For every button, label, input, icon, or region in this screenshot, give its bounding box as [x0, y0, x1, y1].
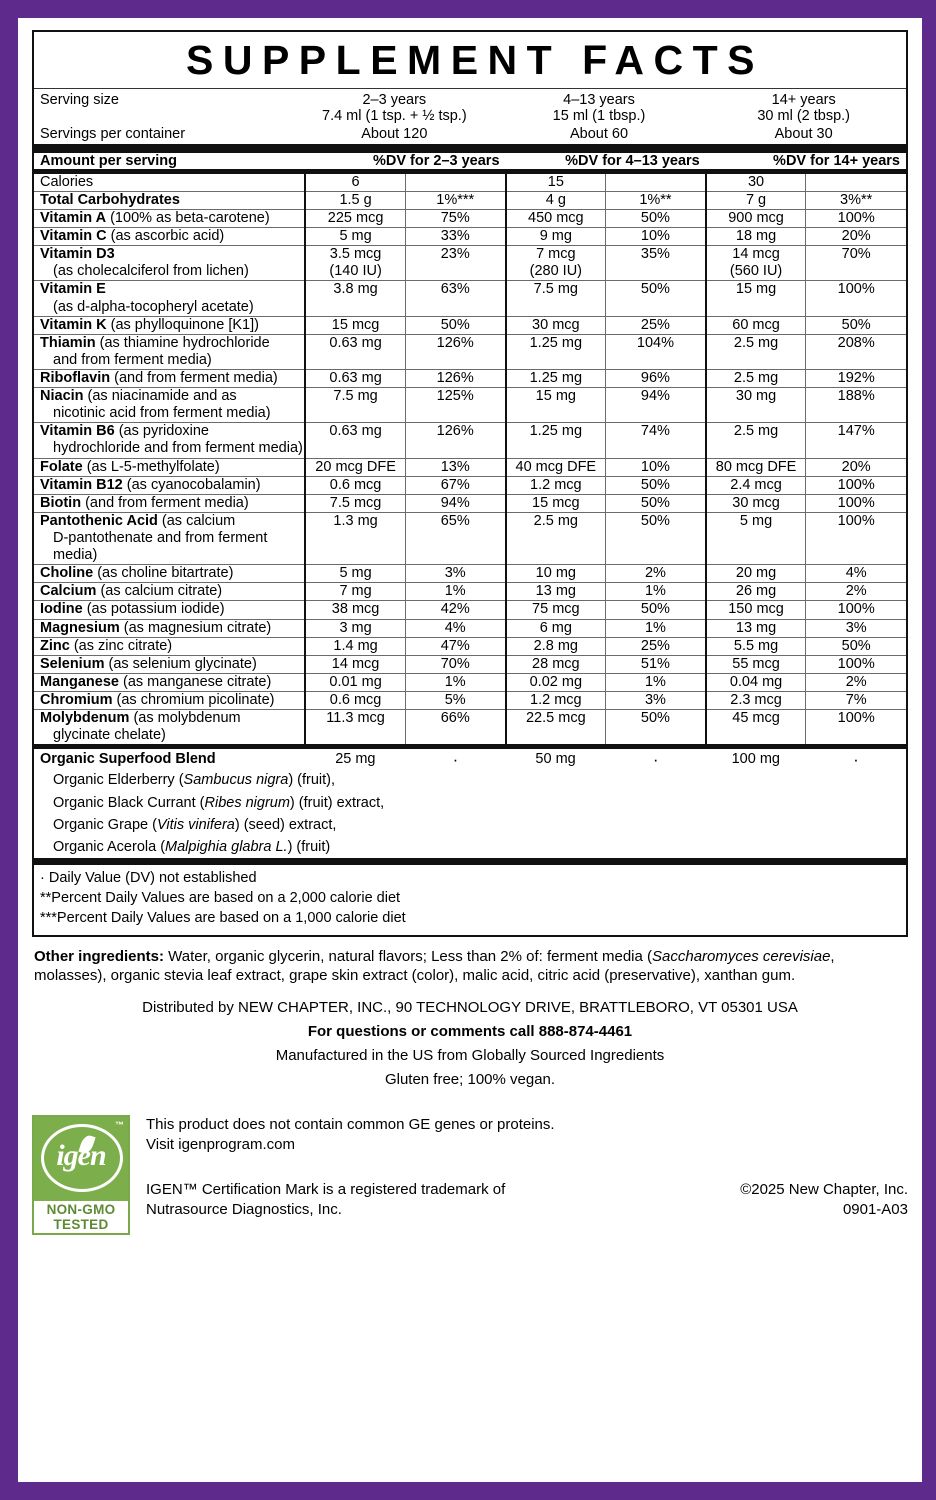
nutrient-name-sub: and from ferment media) [53, 351, 212, 368]
dv-cell-1: 104% [606, 334, 706, 369]
table-row [34, 601, 906, 619]
amount-cell-2: 14 mcg (560 IU) [706, 246, 806, 281]
amount-cell-0: 5 mg [305, 565, 405, 583]
igen-text-block [130, 1115, 908, 1220]
amount-cell-1: 7.5 mg [506, 281, 606, 316]
amount-cell-1: 2.5 mg [506, 512, 606, 564]
serving-col-2 [701, 92, 906, 124]
footnote-1: **Percent Daily Values are based on a 2,000 calorie diet [40, 890, 401, 907]
serving-age-2: 14+ years [771, 91, 836, 108]
nutrient-name: Choline (as choline bitartrate) [34, 565, 305, 583]
serving-age-1: 4–13 years [563, 91, 635, 108]
blend-table [34, 749, 906, 858]
product-code: 0901-A03 [842, 1200, 908, 1218]
dv-cell-1: 35% [606, 246, 706, 281]
blend-ingredient-2: Organic Grape (Vitis vinifera) (seed) extract, [53, 816, 337, 833]
dv-cell-2: 147% [806, 423, 906, 458]
header-dv-1: %DV for 4–13 years [506, 153, 706, 172]
igen-trademark [146, 1180, 505, 1220]
dv-cell-1: 10% [606, 458, 706, 476]
blend-amount-0: 25 mg [335, 751, 376, 768]
table-row [34, 334, 906, 369]
igen-logo-line1: NON-GMO [46, 1201, 116, 1217]
table-row [34, 316, 906, 334]
nutrient-name: Molybdenum (as molybdenum glycinate chelate) [34, 710, 305, 745]
address-line-manufactured: Manufactured in the US from Globally Sourced Ingredients [275, 1047, 665, 1065]
nutrient-name-sub: (as cholecalciferol from lichen) [53, 263, 249, 280]
header-dv-2: %DV for 14+ years [706, 153, 906, 172]
table-row [34, 583, 906, 601]
amount-cell-1: 10 mg [506, 565, 606, 583]
table-row [34, 210, 906, 228]
address-line-phone: For questions or comments call 888-874-4461 [307, 1022, 633, 1040]
dv-cell-1: 50% [606, 710, 706, 745]
table-row [34, 565, 906, 583]
servings-count-0: About 120 [361, 125, 428, 142]
amount-cell-2: 20 mg [706, 565, 806, 583]
amount-cell-1: 22.5 mcg [506, 710, 606, 745]
table-row [34, 370, 906, 388]
amount-cell-0: 0.6 mcg [305, 476, 405, 494]
blend-ingredient-row [34, 792, 906, 814]
amount-cell-1: 0.02 mg [506, 673, 606, 691]
serving-dose-2: 30 ml (2 tbsp.) [757, 107, 851, 124]
dv-cell-1: 94% [606, 388, 706, 423]
amount-cell-2: 2.5 mg [706, 423, 806, 458]
dv-cell-1: 25% [606, 637, 706, 655]
amount-cell-2: 26 mg [706, 583, 806, 601]
dv-cell-0: 63% [405, 281, 505, 316]
blend-amount-1: 50 mg [535, 751, 576, 768]
amount-cell-1: 40 mcg DFE [506, 458, 606, 476]
dv-cell-2: 3% [806, 619, 906, 637]
dv-cell-0: 67% [405, 476, 505, 494]
amount-cell-1: 6 mg [506, 619, 606, 637]
dv-cell-0: 66% [405, 710, 505, 745]
dv-cell-0: 42% [405, 601, 505, 619]
dv-cell-2: 100% [806, 476, 906, 494]
nutrient-name: Chromium (as chromium picolinate) [34, 691, 305, 709]
blend-title-row [34, 749, 906, 769]
serving-size-values [292, 92, 906, 124]
serving-size-label: Serving size [40, 91, 119, 108]
amount-cell-0: 3.5 mcg (140 IU) [305, 246, 405, 281]
dv-cell-0: 75% [405, 210, 505, 228]
supplement-facts-panel [32, 30, 908, 937]
nutrient-name-sub: (as d-alpha-tocopheryl acetate) [53, 298, 254, 315]
nutrient-name: Total Carbohydrates [34, 191, 305, 209]
amount-cell-1: 7 mcg (280 IU) [506, 246, 606, 281]
nutrient-name: Vitamin B12 (as cyanocobalamin) [34, 476, 305, 494]
nutrient-name: Biotin (and from ferment media) [34, 494, 305, 512]
servings-count-1: About 60 [569, 125, 629, 142]
amount-cell-0: 38 mcg [305, 601, 405, 619]
igen-statement-line2: Visit igenprogram.com [146, 1135, 295, 1153]
blend-ingredient-row [34, 836, 906, 858]
amount-cell-0: 7 mg [305, 583, 405, 601]
amount-cell-1: 1.25 mg [506, 334, 606, 369]
dv-cell-1: 74% [606, 423, 706, 458]
igen-logo-bottom [34, 1201, 128, 1233]
blend-ingredient-3: Organic Acerola (Malpighia glabra L.) (fruit) [53, 839, 331, 856]
nutrient-name: Vitamin K (as phylloquinone [K1]) [34, 316, 305, 334]
igen-trademark-row [146, 1155, 908, 1220]
dv-cell-1: 25% [606, 316, 706, 334]
table-row [34, 512, 906, 564]
amount-cell-2: 2.5 mg [706, 370, 806, 388]
amount-cell-1: 1.2 mcg [506, 691, 606, 709]
table-row [34, 710, 906, 745]
label-sheet [18, 18, 922, 1482]
nutrient-name: Thiamin (as thiamine hydrochloride and from ferment media) [34, 334, 305, 369]
nutrient-name: Manganese (as manganese citrate) [34, 673, 305, 691]
dv-cell-2: 100% [806, 494, 906, 512]
footnote-0: · Daily Value (DV) not established [40, 870, 257, 887]
dv-cell-1: 1% [606, 583, 706, 601]
table-row [34, 476, 906, 494]
servings-per-container-row [34, 126, 906, 142]
amount-cell-0: 20 mcg DFE [305, 458, 405, 476]
nutrient-name-sub: D-pantothenate and from ferment media) [53, 530, 268, 564]
amount-cell-0: 3 mg [305, 619, 405, 637]
amount-cell-2: 80 mcg DFE [706, 458, 806, 476]
dv-cell-2: 208% [806, 334, 906, 369]
other-ingredients-label: Other ingredients: [34, 947, 165, 965]
dv-cell-2: 70% [806, 246, 906, 281]
igen-statement [146, 1115, 908, 1155]
dv-cell-2: 100% [806, 655, 906, 673]
superfood-blend-section [34, 744, 906, 865]
dv-cell-2: 100% [806, 210, 906, 228]
amount-cell-2: 150 mcg [706, 601, 806, 619]
nutrient-name: Vitamin D3 (as cholecalciferol from lichen) [34, 246, 305, 281]
dv-cell-1: 51% [606, 655, 706, 673]
nutrient-name: Riboflavin (and from ferment media) [34, 370, 305, 388]
nutrient-name-sub: nicotinic acid from ferment media) [53, 405, 271, 422]
other-ingredients-text-1: Water, organic glycerin, natural flavors; Less than 2% of: ferment media ( [164, 947, 653, 965]
amount-cell-2: 900 mcg [706, 210, 806, 228]
table-row [34, 637, 906, 655]
dv-cell-1: 2% [606, 565, 706, 583]
nutrient-name: Vitamin E (as d-alpha-tocopheryl acetate) [34, 281, 305, 316]
amount-cell-1: 75 mcg [506, 601, 606, 619]
amount-cell-2: 5.5 mg [706, 637, 806, 655]
dv-cell-2: 50% [806, 316, 906, 334]
nutrient-name: Magnesium (as magnesium citrate) [34, 619, 305, 637]
address-line-distributor: Distributed by NEW CHAPTER, INC., 90 TECHNOLOGY DRIVE, BRATTLEBORO, VT 05301 USA [142, 998, 798, 1016]
divider-thick-top [34, 144, 906, 153]
header-dv-0: %DV for 2–3 years [305, 153, 505, 172]
dv-cell-0: 33% [405, 228, 505, 246]
table-row [34, 281, 906, 316]
dv-cell-0: 5% [405, 691, 505, 709]
blend-ingredient-row [34, 814, 906, 836]
dv-cell-1: 1% [606, 673, 706, 691]
table-row [34, 246, 906, 281]
amount-cell-2: 2.4 mcg [706, 476, 806, 494]
dv-cell-0: 126% [405, 423, 505, 458]
blend-ingredient-row [34, 769, 906, 791]
company-address-block [32, 986, 908, 1093]
nutrient-name: Vitamin A (100% as beta-carotene) [34, 210, 305, 228]
igen-logo-line2: TESTED [53, 1217, 109, 1233]
dv-cell-0: 50% [405, 316, 505, 334]
amount-cell-2: 2.3 mcg [706, 691, 806, 709]
igen-logo-tm: ™ [115, 1119, 124, 1130]
other-ingredients-italic-1: Saccharomyces cerevisiae [652, 947, 831, 965]
amount-cell-2: 60 mcg [706, 316, 806, 334]
dv-cell-0: 1% [405, 673, 505, 691]
table-row [34, 691, 906, 709]
blend-ingredient-0: Organic Elderberry (Sambucus nigra) (fruit), [53, 772, 336, 789]
dv-cell-2: 2% [806, 673, 906, 691]
dv-cell-0: 1% [405, 583, 505, 601]
nutrient-name: Iodine (as potassium iodide) [34, 601, 305, 619]
nutrient-name-sub: glycinate chelate) [53, 727, 166, 744]
table-row [34, 673, 906, 691]
dv-cell-1: 10% [606, 228, 706, 246]
dv-cell-2: 3%** [806, 191, 906, 209]
dv-cell-0: 94% [405, 494, 505, 512]
amount-cell-1: 1.2 mcg [506, 476, 606, 494]
table-row [34, 423, 906, 458]
dv-cell-0 [405, 171, 505, 191]
servings-per-container-label: Servings per container [40, 125, 186, 142]
amount-cell-1: 15 mcg [506, 494, 606, 512]
dv-cell-0: 125% [405, 388, 505, 423]
dv-cell-1: 50% [606, 476, 706, 494]
dv-cell-1: 3% [606, 691, 706, 709]
dv-cell-0: 3% [405, 565, 505, 583]
copyright-text: ©2025 New Chapter, Inc. [740, 1180, 908, 1198]
other-ingredients-text-2: , molasses), organic stevia leaf extract, grape skin extract (color), malic acid, citric acid (preservative), xanthan gum. [34, 947, 835, 985]
blend-amount-2: 100 mg [731, 751, 780, 768]
amount-cell-0: 15 mcg [305, 316, 405, 334]
dv-cell-2: 100% [806, 512, 906, 564]
nutrient-name-sub: hydrochloride and from ferment media) [53, 440, 303, 457]
blend-ingredient-1: Organic Black Currant (Ribes nigrum) (fruit) extract, [53, 794, 385, 811]
nutrient-name: Niacin (as niacinamide and as nicotinic acid from ferment media) [34, 388, 305, 423]
dv-cell-2: 100% [806, 710, 906, 745]
serving-dose-0: 7.4 ml (1 tsp. + ½ tsp.) [322, 107, 467, 124]
dv-cell-0: 47% [405, 637, 505, 655]
servings-count-2: About 30 [774, 125, 833, 142]
amount-cell-0: 7.5 mcg [305, 494, 405, 512]
dv-cell-0: 13% [405, 458, 505, 476]
dv-cell-2: 100% [806, 601, 906, 619]
igen-logo-top [34, 1117, 128, 1201]
amount-cell-0: 0.63 mg [305, 334, 405, 369]
serving-age-0: 2–3 years [362, 91, 427, 108]
amount-cell-2: 2.5 mg [706, 334, 806, 369]
nutrient-name: Calories [34, 171, 305, 191]
dv-cell-2: 4% [806, 565, 906, 583]
dv-cell-2: 192% [806, 370, 906, 388]
amount-cell-0: 11.3 mcg [305, 710, 405, 745]
dv-cell-0: 23% [405, 246, 505, 281]
amount-cell-1: 4 g [506, 191, 606, 209]
dv-cell-2: 100% [806, 281, 906, 316]
nutrient-table [34, 153, 906, 745]
dv-cell-0: 70% [405, 655, 505, 673]
igen-certification-block [32, 1093, 908, 1235]
amount-cell-2: 55 mcg [706, 655, 806, 673]
dv-cell-2 [806, 171, 906, 191]
amount-cell-2: 30 mcg [706, 494, 806, 512]
amount-cell-2: 18 mg [706, 228, 806, 246]
amount-cell-0: 0.01 mg [305, 673, 405, 691]
nutrient-name: Selenium (as selenium glycinate) [34, 655, 305, 673]
igen-trademark-line1: IGEN™ Certification Mark is a registered trademark of [146, 1180, 506, 1198]
footnote-2: ***Percent Daily Values are based on a 1,000 calorie diet [40, 909, 406, 926]
dv-cell-1: 1%** [606, 191, 706, 209]
serving-dose-1: 15 ml (1 tbsp.) [552, 107, 646, 124]
address-line-claims: Gluten free; 100% vegan. [384, 1071, 556, 1089]
table-row [34, 494, 906, 512]
dv-cell-0: 126% [405, 370, 505, 388]
amount-cell-2: 0.04 mg [706, 673, 806, 691]
amount-cell-1: 28 mcg [506, 655, 606, 673]
dv-cell-1: 50% [606, 281, 706, 316]
dv-cell-1 [606, 171, 706, 191]
amount-cell-0: 1.4 mg [305, 637, 405, 655]
amount-cell-0: 6 [305, 171, 405, 191]
dv-cell-2: 188% [806, 388, 906, 423]
nutrient-name: Calcium (as calcium citrate) [34, 583, 305, 601]
copyright-block [740, 1180, 908, 1220]
igen-logo [32, 1115, 130, 1235]
amount-cell-0: 0.6 mcg [305, 691, 405, 709]
servings-per-container-values [292, 126, 906, 142]
amount-cell-0: 0.63 mg [305, 370, 405, 388]
nutrient-name: Pantothenic Acid (as calcium D-pantothenate and from ferment media) [34, 512, 305, 564]
table-row [34, 171, 906, 191]
blend-title: Organic Superfood Blend [40, 751, 216, 768]
nutrient-name: Vitamin B6 (as pyridoxine hydrochloride and from ferment media) [34, 423, 305, 458]
footnotes-block [34, 865, 906, 934]
dv-cell-2: 20% [806, 228, 906, 246]
amount-cell-2: 45 mcg [706, 710, 806, 745]
dv-cell-2: 50% [806, 637, 906, 655]
dv-cell-2: 2% [806, 583, 906, 601]
nutrient-name: Folate (as L-5-methylfolate) [34, 458, 305, 476]
other-ingredients [32, 937, 908, 986]
dv-cell-1: 50% [606, 601, 706, 619]
table-row [34, 228, 906, 246]
dv-cell-2: 20% [806, 458, 906, 476]
dv-cell-1: 1% [606, 619, 706, 637]
amount-cell-1: 450 mcg [506, 210, 606, 228]
table-row [34, 191, 906, 209]
amount-cell-0: 1.3 mg [305, 512, 405, 564]
dv-cell-1: 50% [606, 512, 706, 564]
dv-cell-1: 96% [606, 370, 706, 388]
table-row [34, 458, 906, 476]
dv-cell-0: 1%*** [405, 191, 505, 209]
amount-cell-1: 9 mg [506, 228, 606, 246]
dv-cell-1: 50% [606, 494, 706, 512]
igen-trademark-line2: Nutrasource Diagnostics, Inc. [146, 1200, 342, 1218]
amount-cell-1: 13 mg [506, 583, 606, 601]
dv-cell-0: 65% [405, 512, 505, 564]
dv-cell-0: 126% [405, 334, 505, 369]
amount-cell-0: 1.5 g [305, 191, 405, 209]
amount-cell-2: 5 mg [706, 512, 806, 564]
nutrient-name: Vitamin C (as ascorbic acid) [34, 228, 305, 246]
dv-cell-1: 50% [606, 210, 706, 228]
amount-cell-0: 5 mg [305, 228, 405, 246]
amount-cell-1: 1.25 mg [506, 423, 606, 458]
serving-info-block [34, 88, 906, 144]
table-row [34, 655, 906, 673]
dv-cell-0: 4% [405, 619, 505, 637]
igen-logo-word: igen [56, 1138, 106, 1172]
amount-cell-2: 30 [706, 171, 806, 191]
serving-col-0 [292, 92, 497, 124]
blend-dv-dot-2: · [853, 750, 859, 770]
page-title: SUPPLEMENT FACTS [186, 37, 764, 83]
amount-cell-2: 30 mg [706, 388, 806, 423]
nutrient-table-header [34, 153, 906, 172]
dv-cell-2: 7% [806, 691, 906, 709]
amount-cell-2: 7 g [706, 191, 806, 209]
amount-cell-2: 15 mg [706, 281, 806, 316]
amount-cell-0: 14 mcg [305, 655, 405, 673]
blend-dv-dot-0: · [452, 750, 459, 770]
amount-cell-0: 3.8 mg [305, 281, 405, 316]
amount-cell-1: 1.25 mg [506, 370, 606, 388]
header-amount-per-serving: Amount per serving [34, 153, 305, 172]
amount-cell-2: 13 mg [706, 619, 806, 637]
amount-cell-0: 7.5 mg [305, 388, 405, 423]
amount-cell-1: 2.8 mg [506, 637, 606, 655]
amount-cell-1: 30 mcg [506, 316, 606, 334]
table-row [34, 619, 906, 637]
nutrient-name: Zinc (as zinc citrate) [34, 637, 305, 655]
serving-col-1 [497, 92, 702, 124]
amount-cell-1: 15 [506, 171, 606, 191]
blend-dv-dot-1: · [652, 750, 659, 770]
amount-cell-0: 0.63 mg [305, 423, 405, 458]
igen-statement-line1: This product does not contain common GE genes or proteins. [146, 1115, 555, 1133]
amount-cell-1: 15 mg [506, 388, 606, 423]
amount-cell-0: 225 mcg [305, 210, 405, 228]
table-row [34, 388, 906, 423]
serving-size-row [34, 92, 906, 124]
